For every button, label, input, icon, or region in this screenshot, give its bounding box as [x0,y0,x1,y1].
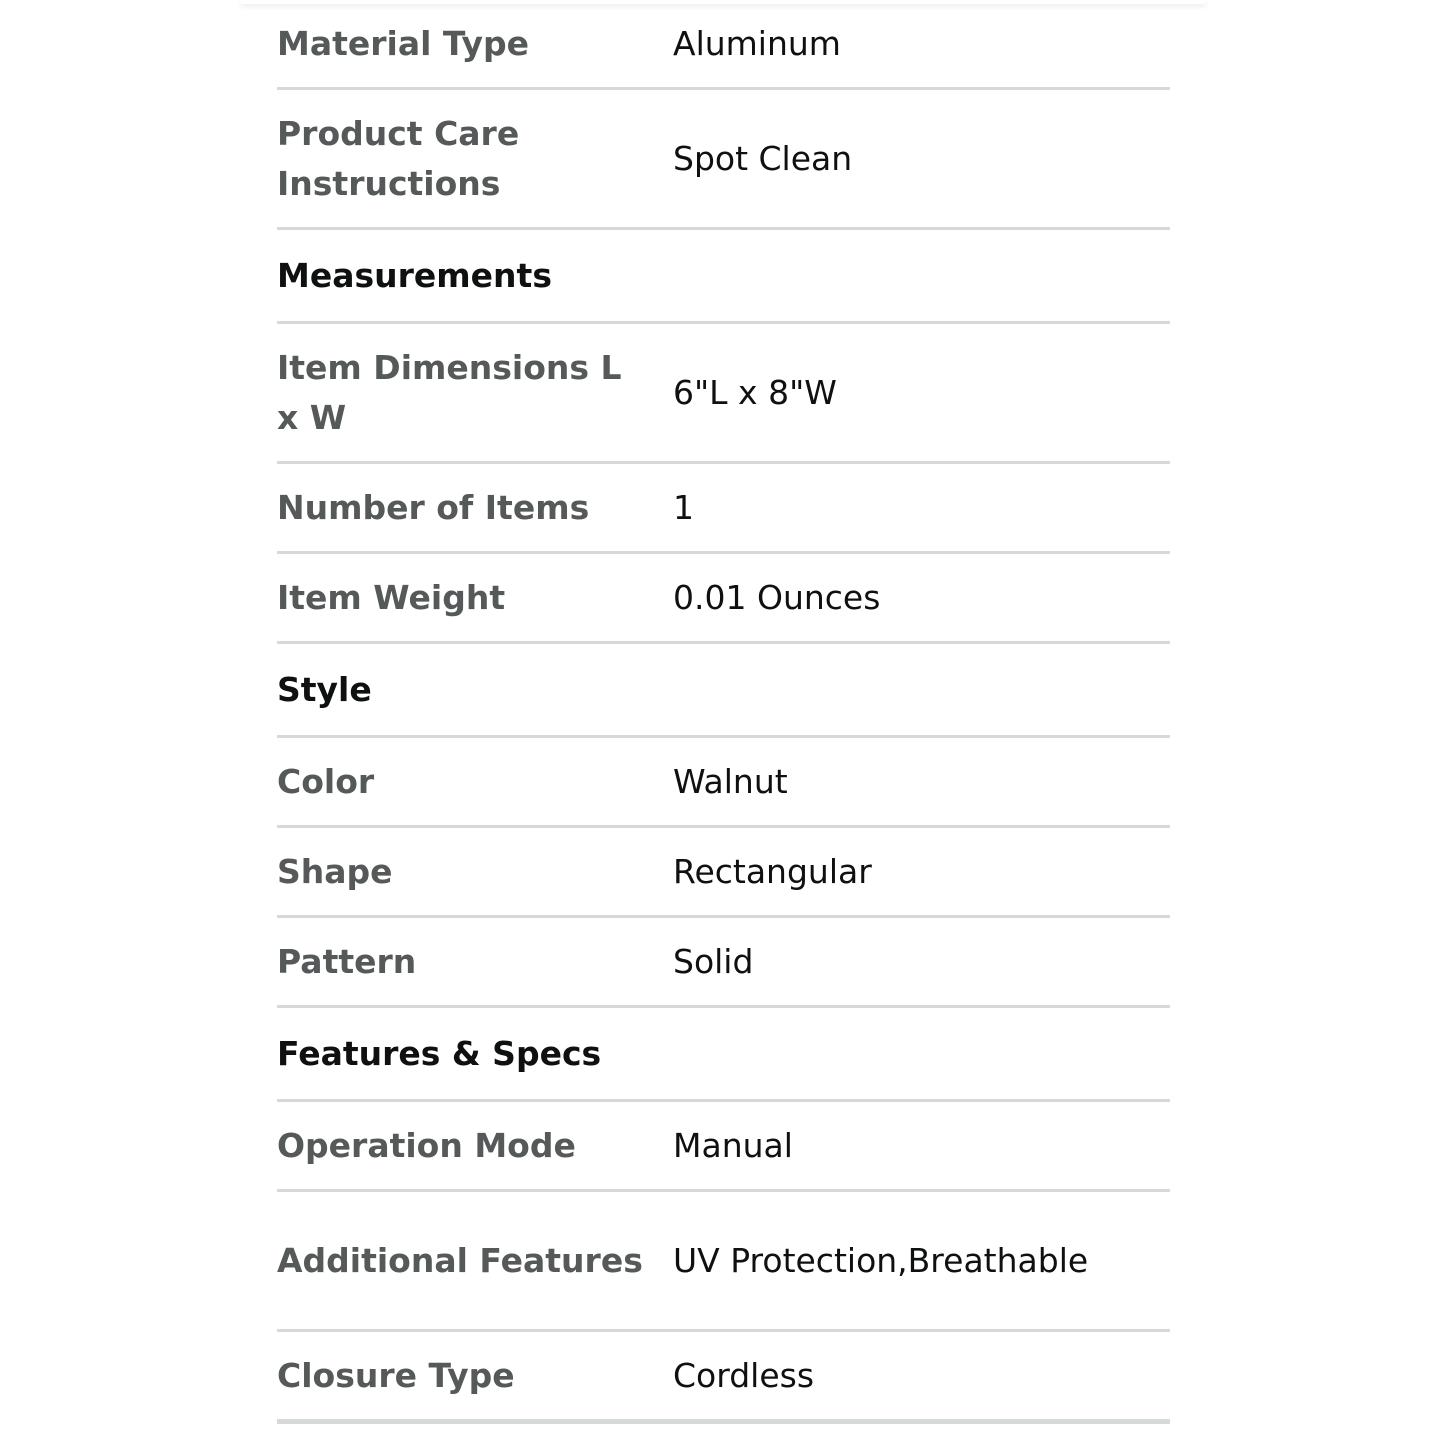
spec-row-shape [277,828,1170,918]
spec-label: Number of Items [277,487,590,527]
spec-value: 1 [673,487,694,527]
spec-value: Cordless [673,1355,815,1395]
spec-list [277,0,1170,1424]
spec-value: 0.01 Ounces [673,577,881,617]
spec-value: Manual [673,1125,793,1165]
spec-value: Spot Clean [673,138,853,178]
spec-value: Solid [673,941,754,981]
spec-row-operation-mode [277,1102,1170,1192]
section-heading-measurements: Measurements [277,230,1170,324]
spec-row-number-of-items [277,464,1170,554]
spec-value: UV Protection,Breathable [673,1240,1089,1280]
spec-label: Pattern [277,941,417,981]
spec-label: Additional Features [277,1240,643,1280]
spec-row-product-care [277,90,1170,230]
spec-value: Rectangular [673,851,872,891]
spec-row-material-type [277,0,1170,90]
spec-value: Walnut [673,761,788,801]
spec-row-pattern [277,918,1170,1008]
spec-value: 6"L x 8"W [673,372,837,412]
spec-label: Color [277,761,375,801]
spec-label: Material Type [277,23,530,63]
section-heading-style: Style [277,644,1170,738]
spec-row-item-weight [277,554,1170,644]
spec-label: Item Dimensions L x W [277,347,622,437]
spec-label: Item Weight [277,577,506,617]
spec-label: Operation Mode [277,1125,576,1165]
spec-row-closure-type [277,1332,1170,1424]
spec-row-item-dimensions [277,324,1170,464]
spec-row-additional-features [277,1192,1170,1332]
spec-label: Shape [277,851,393,891]
spec-value: Aluminum [673,23,841,63]
spec-label: Closure Type [277,1355,515,1395]
section-heading-features-specs: Features & Specs [277,1008,1170,1102]
spec-row-color [277,738,1170,828]
spec-label: Product Care Instructions [277,113,520,203]
